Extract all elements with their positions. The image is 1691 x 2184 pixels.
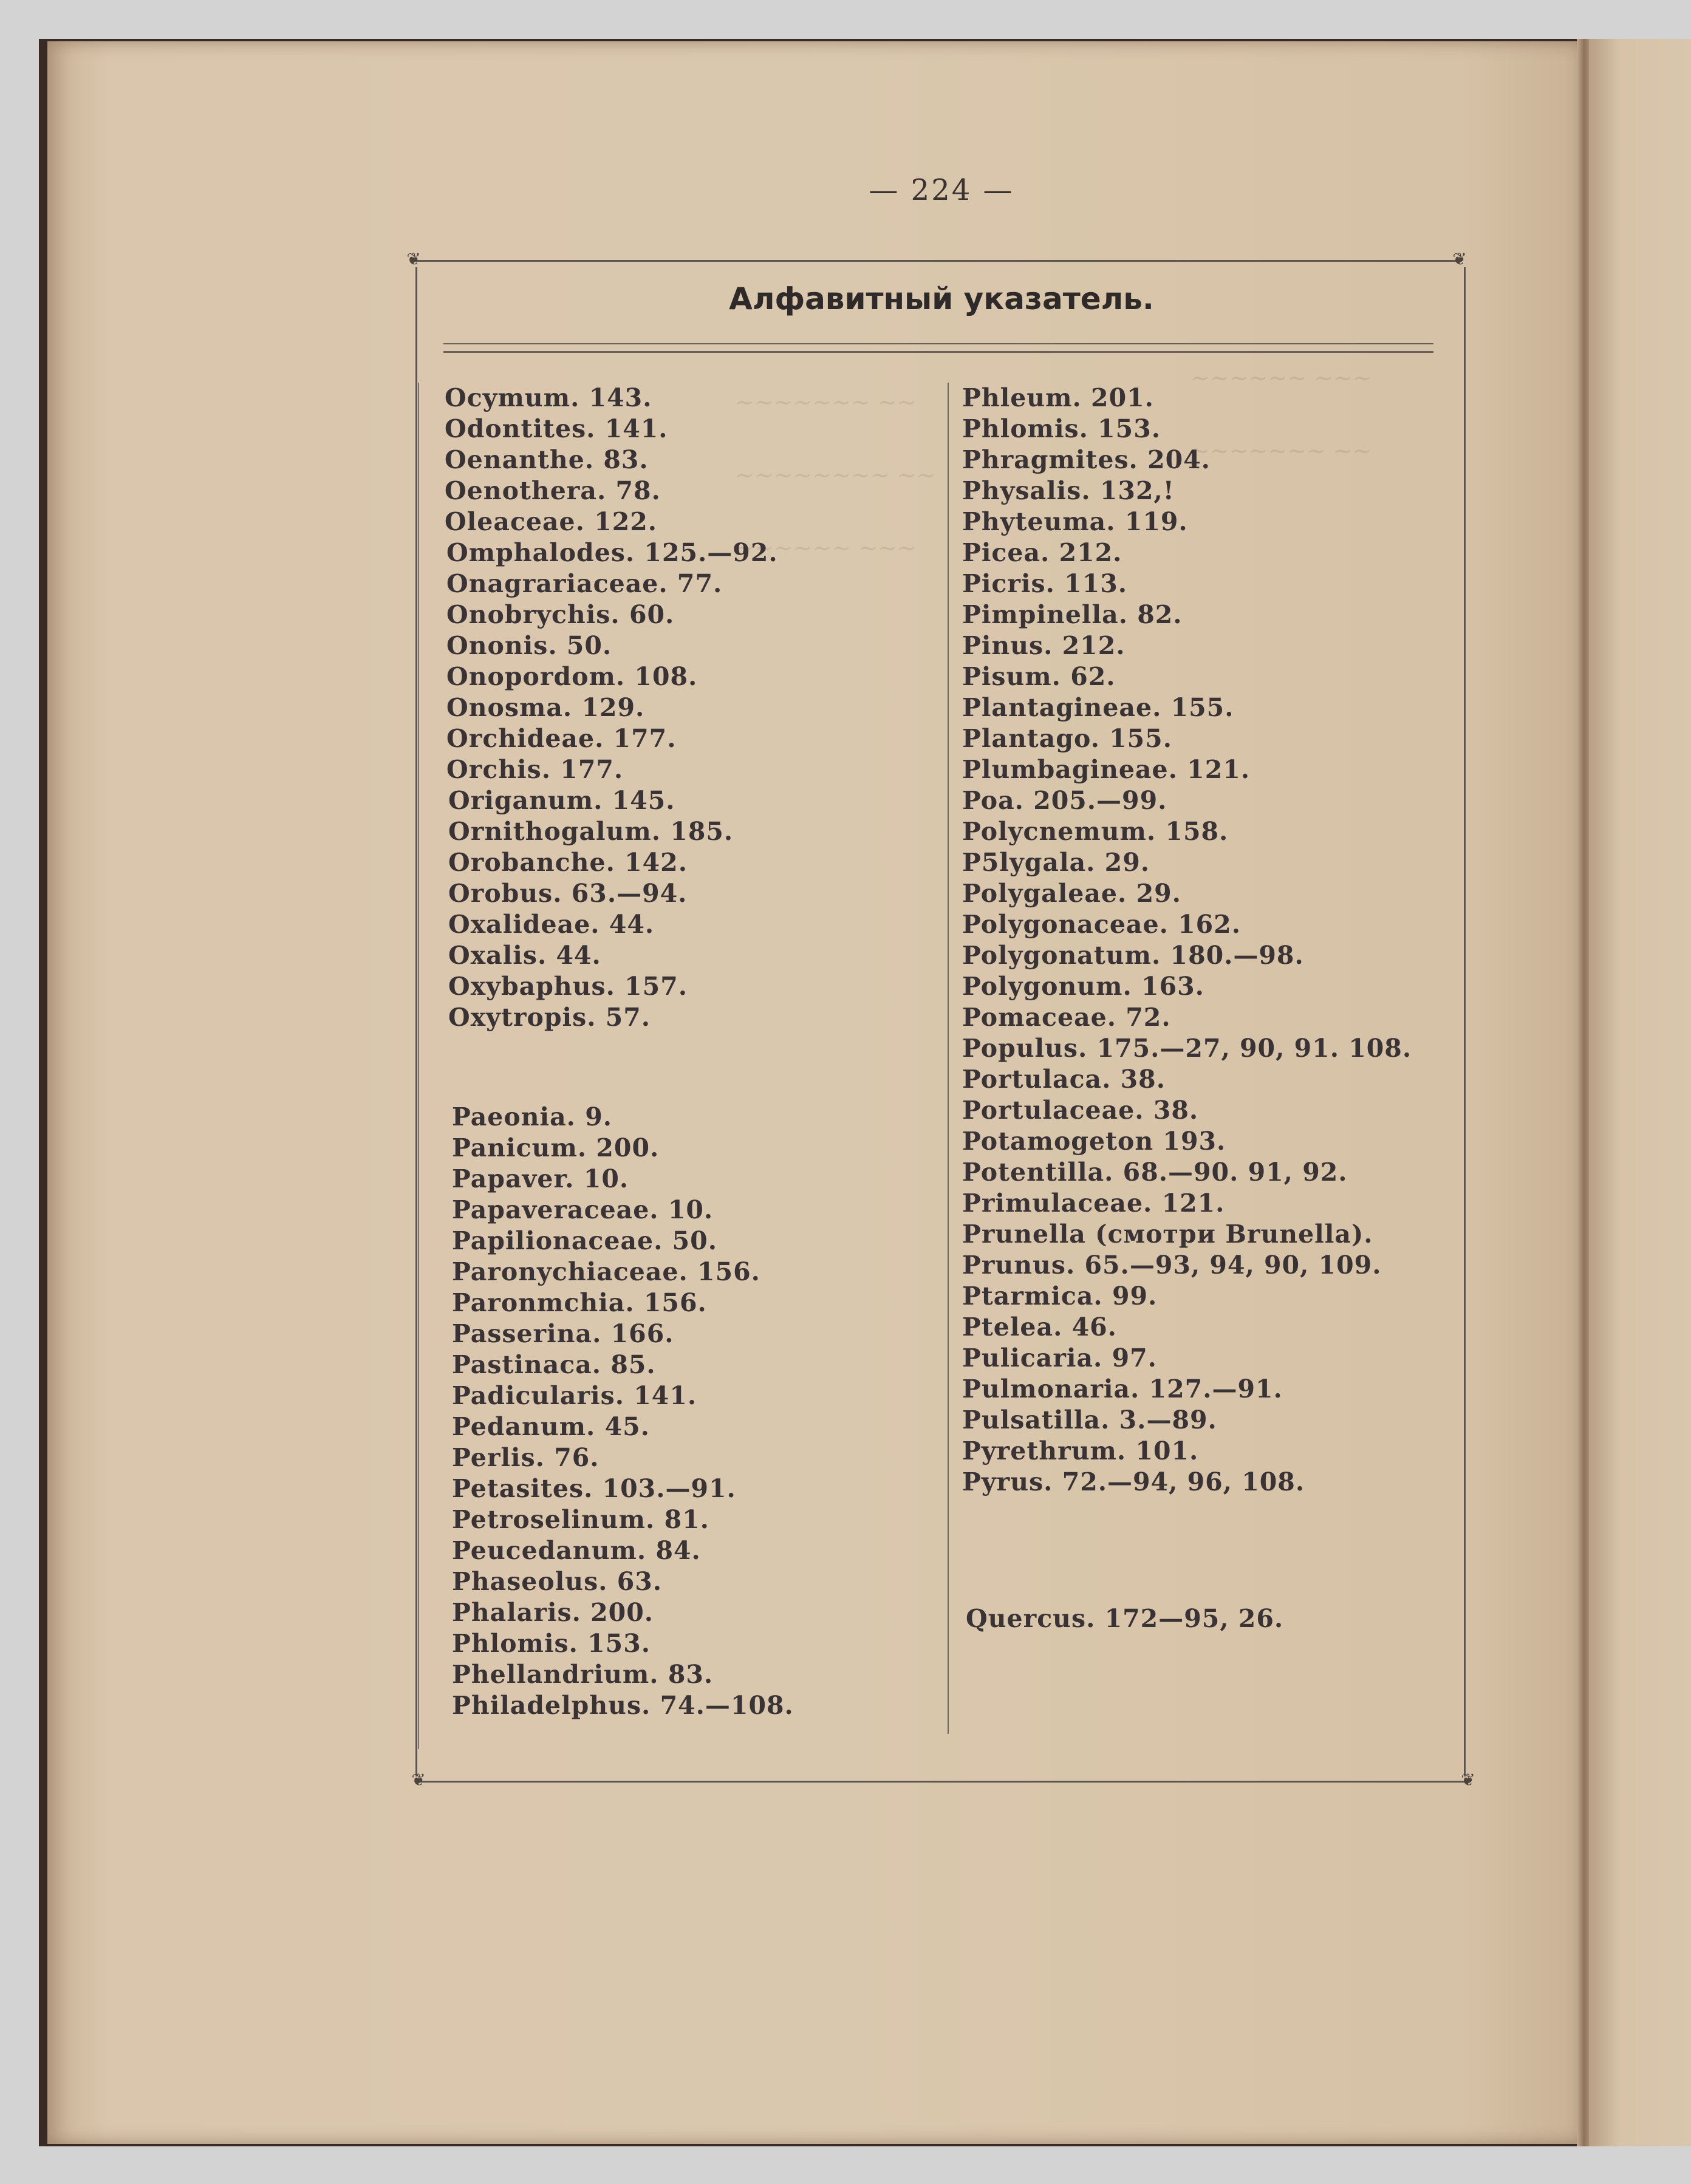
index-entry: Physalis. 132,! [962,476,1175,505]
index-entry: Prunus. 65.—93, 94, 90, 109. [962,1251,1382,1280]
corner-ornament-icon: ❦ [1452,249,1467,269]
index-entry: Passerina. 166. [452,1319,674,1348]
index-entry: Picea. 212. [962,538,1122,567]
index-entry: Pulmonaria. 127.—91. [962,1374,1283,1404]
index-entry: Origanum. 145. [448,786,675,815]
index-entry: Primulaceae. 121. [962,1189,1225,1218]
index-entry: Oenanthe. 83. [445,445,649,474]
index-entry: Oxybaphus. 157. [448,972,688,1001]
left-margin-line [418,383,419,1749]
index-entry: Quercus. 172—95, 26. [966,1604,1284,1633]
index-entry: Ptarmica. 99. [962,1281,1158,1311]
index-entry: Poa. 205.—99. [962,786,1167,815]
index-entry: Phleum. 201. [962,383,1154,412]
index-entry: Papilionaceae. 50. [452,1226,717,1255]
index-entry: Pimpinella. 82. [962,600,1183,629]
index-entry: Oenothera. 78. [445,476,661,505]
index-entry: Pedanum. 45. [452,1412,650,1441]
title-rule [443,351,1433,353]
index-entry: Onopordom. 108. [446,662,698,691]
index-entry: Pinus. 212. [962,631,1126,660]
index-entry: Pulsatilla. 3.—89. [962,1405,1217,1435]
bleed-through-text: ~~~~~~~ ~~ [735,389,917,415]
index-entry: Petasites. 103.—91. [452,1474,736,1503]
index-entry: Potentilla. 68.—90. 91, 92. [962,1158,1348,1187]
corner-ornament-icon: ❦ [411,1770,426,1790]
index-entry: Omphalodes. 125.—92. [446,538,778,567]
index-entry: P5lygala. 29. [962,848,1150,877]
index-entry: Onosma. 129. [446,693,645,722]
index-entry: Perlis. 76. [452,1443,600,1472]
frame-right-border [1464,267,1466,1776]
index-entry: Polygaleae. 29. [962,879,1181,908]
bleed-through-text: ~~~~~~~~ ~~ [735,462,936,488]
index-entry: Phyteuma. 119. [962,507,1188,536]
index-entry: Phlomis. 153. [452,1629,651,1658]
index-entry: Polygonaceae. 162. [962,910,1241,939]
index-entry: Phellandrium. 83. [452,1660,714,1689]
index-entry: Populus. 175.—27, 90, 91. 108. [962,1034,1412,1063]
corner-ornament-icon: ❦ [406,249,421,269]
index-entry: Ononis. 50. [446,631,612,660]
index-entry: Papaveraceae. 10. [452,1195,714,1224]
index-entry: Orchis. 177. [446,755,624,784]
index-title: Алфавитный указатель. [729,281,1154,316]
index-entry: Orobus. 63.—94. [448,879,688,908]
title-rule [443,343,1433,344]
index-entry: Onobrychis. 60. [446,600,675,629]
index-entry: Pulicaria. 97. [962,1343,1157,1373]
index-entry: Polygonatum. 180.—98. [962,941,1304,970]
index-entry: Padicularis. 141. [452,1381,697,1410]
column-divider [948,383,949,1734]
index-entry: Philadelphus. 74.—108. [452,1691,794,1720]
index-entry: Pyrus. 72.—94, 96, 108. [962,1467,1305,1496]
book-page [47,41,1584,2144]
bleed-through-text: ~~~~~~ ~~~ [1191,364,1372,391]
frame-top-border [413,260,1458,262]
index-entry: Oxalis. 44. [448,941,601,970]
index-entry: Oxytropis. 57. [448,1003,651,1032]
index-entry: Orchideae. 177. [446,724,677,753]
corner-ornament-icon: ❦ [1461,1770,1475,1790]
index-entry: Pyrethrum. 101. [962,1436,1199,1466]
index-entry: Prunella (смотри Brunella). [962,1220,1373,1249]
index-entry: Panicum. 200. [452,1133,660,1162]
index-entry: Phalaris. 200. [452,1598,654,1627]
index-entry: Orobanche. 142. [448,848,688,877]
index-entry: Paeonia. 9. [452,1102,613,1131]
index-entry: Plantago. 155. [962,724,1172,753]
index-entry: Paronmchia. 156. [452,1288,707,1317]
bleed-through-text: ~~~~~~ ~~~ [735,534,917,561]
index-entry: Portulaceae. 38. [962,1096,1199,1125]
index-entry: Picris. 113. [962,569,1128,598]
index-entry: Portulaca. 38. [962,1065,1166,1094]
index-entry: Peucedanum. 84. [452,1536,701,1565]
next-page-edge [1589,39,1691,2146]
index-entry: Phlomis. 153. [962,414,1161,443]
index-entry: Pisum. 62. [962,662,1116,691]
index-entry: Odontites. 141. [445,414,668,443]
index-entry: Ocymum. 143. [445,383,652,412]
frame-left-border [415,267,417,1776]
index-entry: Ptelea. 46. [962,1312,1117,1342]
index-entry: Onagrariaceae. 77. [446,569,723,598]
index-entry: Pomaceae. 72. [962,1003,1171,1032]
index-entry: Phaseolus. 63. [452,1567,663,1596]
bleed-through-text: ~~~~~~~ ~~ [1191,437,1372,464]
page-number: — 224 — [869,173,1014,207]
index-entry: Oxalideae. 44. [448,910,655,939]
index-entry: Ornithogalum. 185. [448,817,734,846]
frame-bottom-border [419,1781,1470,1783]
index-entry: Polycnemum. 158. [962,817,1229,846]
index-entry: Papaver. 10. [452,1164,629,1193]
index-entry: Plumbagineae. 121. [962,755,1251,784]
index-entry: Polygonum. 163. [962,972,1204,1001]
index-entry: Petroselinum. 81. [452,1505,709,1534]
index-entry: Potamogeton 193. [962,1127,1226,1156]
index-entry: Paronychiaceae. 156. [452,1257,760,1286]
index-entry: Pastinaca. 85. [452,1350,656,1379]
index-entry: Oleaceae. 122. [445,507,658,536]
index-entry: Phragmites. 204. [962,445,1211,474]
index-entry: Plantagineae. 155. [962,693,1234,722]
